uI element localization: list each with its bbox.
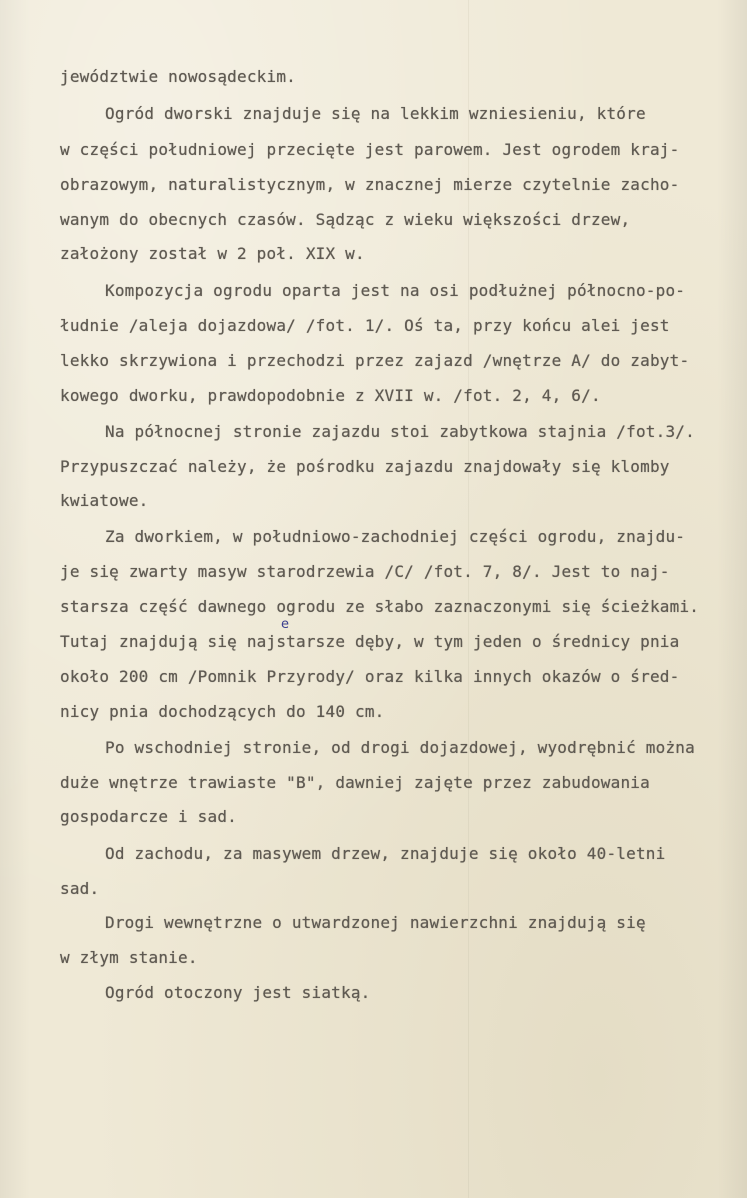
text-line: Ogród otoczony jest siatką. — [105, 983, 371, 1002]
text-line: obrazowym, naturalistycznym, w znacznej mierze czytelnie zacho- — [60, 175, 680, 194]
text-line: wanym do obecnych czasów. Sądząc z wieku większości drzew, — [60, 210, 631, 229]
text-line: Od zachodu, za masywem drzew, znajduje się około 40-letni — [105, 844, 666, 863]
text-line: kowego dworku, prawdopodobnie z XVII w. /fot. 2, 4, 6/. — [60, 386, 601, 405]
handwritten-correction: e — [281, 617, 289, 632]
text-line: je się zwarty masyw starodrzewia /C/ /fot. 7, 8/. Jest to naj- — [60, 562, 670, 581]
text-line: sad. — [60, 879, 100, 898]
text-line: około 200 cm /Pomnik Przyrody/ oraz kilka innych okazów o śred- — [60, 667, 680, 686]
text-line: Po wschodniej stronie, od drogi dojazdowej, wyodrębnić można — [105, 738, 695, 757]
text-line: starsza część dawnego ogrodu ze słabo zaznaczonymi się ścieżkami. — [60, 597, 700, 616]
text-line: lekko skrzywiona i przechodzi przez zajazd /wnętrze A/ do zabyt- — [60, 351, 690, 370]
text-line: Za dworkiem, w południowo-zachodniej części ogrodu, znajdu- — [105, 527, 686, 546]
text-line: łudnie /aleja dojazdowa/ /fot. 1/. Oś ta, przy końcu alei jest — [60, 316, 670, 335]
text-line: Tutaj znajdują się najstarsze dęby, w tym jeden o średnicy pnia — [60, 632, 680, 651]
text-line: Drogi wewnętrzne o utwardzonej nawierzchni znajdują się — [105, 913, 646, 932]
text-line: w części południowej przecięte jest parowem. Jest ogrodem kraj- — [60, 140, 680, 159]
text-line: Na północnej stronie zajazdu stoi zabytkowa stajnia /fot.3/. — [105, 422, 695, 441]
text-line: Kompozycja ogrodu oparta jest na osi podłużnej północno-po- — [105, 281, 686, 300]
text-line: duże wnętrze trawiaste "B", dawniej zajęte przez zabudowania — [60, 773, 650, 792]
text-line: gospodarcze i sad. — [60, 807, 237, 826]
text-line: w złym stanie. — [60, 948, 198, 967]
text-line: nicy pnia dochodzących do 140 cm. — [60, 702, 385, 721]
text-line: Przypuszczać należy, że pośrodku zajazdu znajdowały się klomby — [60, 457, 670, 476]
text-line: Ogród dworski znajduje się na lekkim wzniesieniu, które — [105, 104, 646, 123]
text-line: kwiatowe. — [60, 491, 149, 510]
text-line: jewództwie nowosądeckim. — [60, 67, 296, 86]
text-line: założony został w 2 poł. XIX w. — [60, 244, 365, 263]
